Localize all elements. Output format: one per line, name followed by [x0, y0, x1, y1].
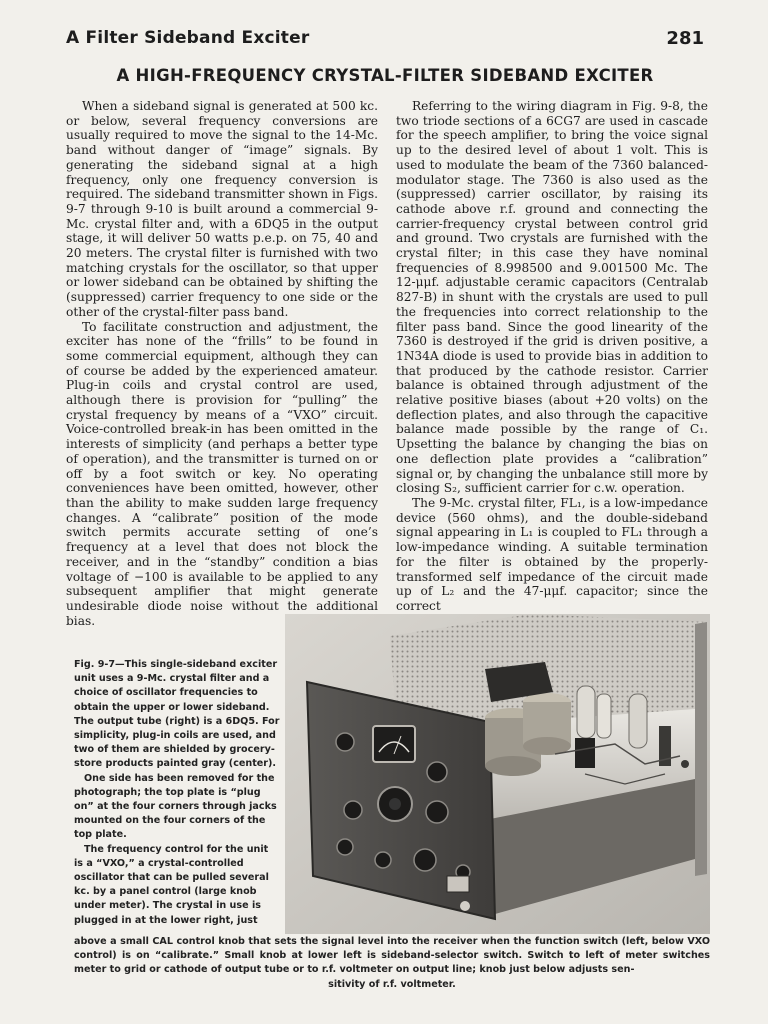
running-head: [66, 28, 704, 54]
meter-icon: [373, 726, 415, 762]
figure-caption: [74, 658, 280, 928]
caption-paragraph: Fig. 9-7—This single-sideband exciter unit uses a 9-Mc. crystal filter and a choice of oscillator frequencies to obtain the upper or lower sideband. The output tube (right) is a 6DQ5. For simplicity, plug-in coils are used, and two of them are shielded by grocery-store products painted gray (center).: [74, 659, 280, 770]
paragraph: Referring to the wiring diagram in Fig. 9-8, the two triode sections of a 6CG7 are used in cascade for the speech amplifier, to bring the voice signal up to the desired level of about 1 volt. This is used to modulate the beam of the 7360 balanced-modulator stage. The 7360 is also used as the (suppressed) carrier oscillator, by raising its cathode above r.f. ground and connecting the carrier-frequency crystal between control grid and ground. Two crystals are furnished with the crystal filter; in this case they have nominal frequencies of 8.998500 and 9.001500 Mc. The 12-μμf. adjustable ceramic capacitors (Centralab 827-B) in shunt with the crystals are used to pull the frequencies into correct relationship to the filter pass band. Since the good linearity of the 7360 is destroyed if the grid is driven positive, a 1N34A diode is used to provide bias in addition to that produced by the cathode resistor. Carrier balance is obtained through adjustment of the relative positive biases (about +20 volts) on the deflection plates, and also through the capacitive balance made possible by the range of C₁. Upsetting the balance by changing the bias on one deflection plate provides a “calibration” signal or, by changing the unbalance still more by closing S₂, sufficient carrier for c.w. operation.: [396, 99, 708, 496]
paragraph: When a sideband signal is generated at 500 kc. or below, several frequency conversions are usually required to move the signal to the 14-Mc. band without danger of “image” signals. By generating the sideband signal at a high frequency, only one frequency conversion is required. The sideband transmitter shown in Figs. 9-7 through 9-10 is built around a commercial 9-Mc. crystal filter and, with a 6DQ5 in the output stage, it will deliver 50 watts p.e.p. on 75, 40 and 20 meters. The crystal filter is furnished with two matching crystals for the oscillator, so that upper or lower sideband can be obtained by shifting the (suppressed) carrier frequency to one side or the other of the crystal-filter pass band.: [66, 99, 378, 319]
article-title: A HIGH-FREQUENCY CRYSTAL-FILTER SIDEBAND EXCITER: [116, 66, 654, 85]
caption-paragraph: One side has been removed for the photograph; the top plate is “plug on” at the four corners through jacks mounted on the four corners of the top plate.: [74, 772, 277, 841]
caption-tail-end: sitivity of r.f. voltmeter.: [328, 978, 456, 990]
caption-paragraph: The frequency control for the unit is a “VXO,” a crystal-controlled oscillator that can be pulled several kc. by a panel control (large knob under meter). The crystal in use is plugged in at the lower right, just: [74, 843, 269, 926]
caption-tail-text: above a small CAL control knob that sets the signal level into the receiver when the function switch (left, below VXO control) is on “calibrate.” Small knob at lower left is sideband-selector switch. Switch to left of meter switches meter to grid or cathode of output tube or to r.f. voltmeter on output line; knob just below adjusts sen-: [74, 936, 710, 976]
right-column: [396, 99, 708, 614]
running-head-title: A Filter Sideband Exciter: [66, 28, 310, 48]
figure-caption-continued: [74, 935, 710, 992]
paragraph: The 9-Mc. crystal filter, FL₁, is a low-impedance device (560 ohms), and the double-sideband signal appearing in L₁ is coupled to FL₁ through a low-impedance winding. A suitable termination for the filter is obtained by the properly-transformed self impedance of the circuit made up of L₂ and the 47-μμf. capacitor; since the correct: [396, 495, 708, 613]
page-number: 281: [666, 28, 704, 49]
exciter-photo: [285, 614, 710, 934]
exciter-chassis-illustration: [285, 614, 710, 934]
paragraph: To facilitate construction and adjustment, the exciter has none of the “frills” to be found in some commercial equipment, although they can of course be added by the experienced amateur. Plug-in coils and crystal control are used, although there is provision for “pulling” the crystal frequency by means of a “VXO” circuit. Voice-controlled break-in has been omitted in the interests of simplicity (and perhaps a better type of operation), and the transmitter is turned on or off by a foot switch or key. No operating conveniences have been omitted, however, other than the ability to make sudden large frequency changes. A “calibrate” position of the mode switch permits accurate setting of one’s frequency at a level that does not block the receiver, and in the “standby” condition a bias voltage of −100 is available to be applied to any subsequent amplifier that might generate undesirable diode noise without the additional bias.: [66, 319, 378, 628]
left-column: [66, 99, 378, 628]
